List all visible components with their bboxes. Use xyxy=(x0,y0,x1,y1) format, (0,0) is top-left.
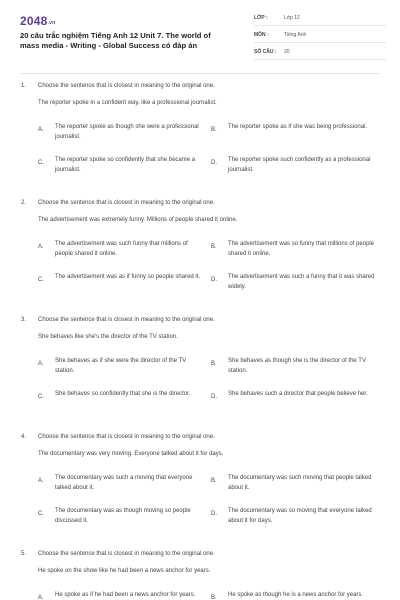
option-text: The documentary was so moving that everyone talked about it for days. xyxy=(228,508,372,524)
option-text: She behaves as if she were the director of the TV station. xyxy=(55,358,187,374)
option-text: The documentary was as though moving so people discussed it. xyxy=(55,508,191,524)
option-letter: B. xyxy=(211,595,217,600)
meta-label: LỚP : xyxy=(254,15,268,21)
option-text: The advertisement was as if funny so people shared it. xyxy=(55,274,201,280)
option-text: The documentary was such moving that people talked about it. xyxy=(228,475,372,491)
question-prompt: Choose the sentence that is closest in meaning to the original one. xyxy=(38,200,215,206)
question-2 xyxy=(0,197,400,314)
option-letter: A. xyxy=(38,595,44,600)
option-letter: C. xyxy=(38,511,44,517)
question-stem: The reporter spoke in a confident way, like a professional journalist. xyxy=(38,100,217,106)
option-text: He spoke as though he is a news anchor for years. xyxy=(228,592,364,598)
question-number: 4. xyxy=(21,434,27,440)
option-letter: A. xyxy=(38,127,44,133)
question-1 xyxy=(0,80,400,197)
option-letter: C. xyxy=(38,160,44,166)
question-3 xyxy=(0,314,400,431)
question-number: 3. xyxy=(21,317,27,323)
question-stem: The documentary was very moving. Everyone talked about it for days. xyxy=(38,451,224,457)
logo-main: 2048 xyxy=(20,14,48,28)
option-text: The reporter spoke so confidently that she became a journalist. xyxy=(55,157,196,173)
logo-sub: .vn xyxy=(47,20,56,26)
option-text: She behaves so confidently that she is the director. xyxy=(55,391,191,397)
option-text: The advertisement was so funny that millions of people shared it online. xyxy=(228,241,375,257)
option-text: The documentary was such a moving that everyone talked about it. xyxy=(55,475,193,491)
site-logo[interactable] xyxy=(20,14,55,28)
document-title: 20 câu trắc nghiệm Tiếng Anh 12 Unit 7. The world of mass media - Writing - Global Success có đáp án xyxy=(20,31,211,50)
option-text: She behaves such a director that people believe her. xyxy=(228,391,368,397)
option-letter: C. xyxy=(38,394,44,400)
page-header xyxy=(0,0,400,72)
question-list xyxy=(0,80,400,600)
option-text: The reporter spoke as if she was being professional. xyxy=(228,124,368,130)
meta-table xyxy=(254,12,386,60)
option-letter: C. xyxy=(38,277,44,283)
option-letter: B. xyxy=(211,244,217,250)
option-text: The advertisement was such a funny that it was shared widely. xyxy=(228,274,375,290)
question-stem: He spoke on the show like he had been a news anchor for years. xyxy=(38,568,211,574)
option-letter: B. xyxy=(211,478,217,484)
option-letter: A. xyxy=(38,361,44,367)
meta-label: SỐ CÂU : xyxy=(254,49,277,55)
question-stem: She behaves like she's the director of the TV station. xyxy=(38,334,178,340)
question-prompt: Choose the sentence that is closest in meaning to the original one. xyxy=(38,551,215,557)
meta-value: 20 xyxy=(284,49,290,55)
option-letter: D. xyxy=(211,511,217,517)
option-letter: B. xyxy=(211,361,217,367)
question-number: 2. xyxy=(21,200,27,206)
option-text: The reporter spoke as though she were a professional journalist. xyxy=(55,124,199,140)
question-prompt: Choose the sentence that is closest in meaning to the original one. xyxy=(38,83,215,89)
option-letter: B. xyxy=(211,127,217,133)
question-prompt: Choose the sentence that is closest in meaning to the original one. xyxy=(38,317,215,323)
question-5 xyxy=(0,548,400,600)
meta-value: Tiếng Anh xyxy=(284,32,307,38)
meta-row-subject xyxy=(254,29,386,43)
option-letter: D. xyxy=(211,160,217,166)
option-text: The reporter spoke such confidently as a professional journalist. xyxy=(228,157,371,173)
header-divider xyxy=(20,73,380,74)
option-text: The advertisement was such funny that millions of people shared it online. xyxy=(55,241,188,257)
option-letter: A. xyxy=(38,244,44,250)
question-prompt: Choose the sentence that is closest in meaning to the original one. xyxy=(38,434,215,440)
question-4 xyxy=(0,431,400,548)
meta-row-count xyxy=(254,46,386,60)
question-stem: The advertisement was extremely funny. Millions of people shared it online. xyxy=(38,217,238,223)
option-text: He spoke as if he had been a news anchor for years. xyxy=(55,592,196,598)
meta-label: MÔN : xyxy=(254,32,269,38)
option-letter: A. xyxy=(38,478,44,484)
meta-row-grade xyxy=(254,12,386,26)
meta-value: Lớp 12 xyxy=(284,15,300,21)
question-number: 5. xyxy=(21,551,27,557)
question-number: 1. xyxy=(21,83,27,89)
option-text: She behaves as though she is the director of the TV station. xyxy=(228,358,366,374)
option-letter: D. xyxy=(211,394,217,400)
option-letter: D. xyxy=(211,277,217,283)
